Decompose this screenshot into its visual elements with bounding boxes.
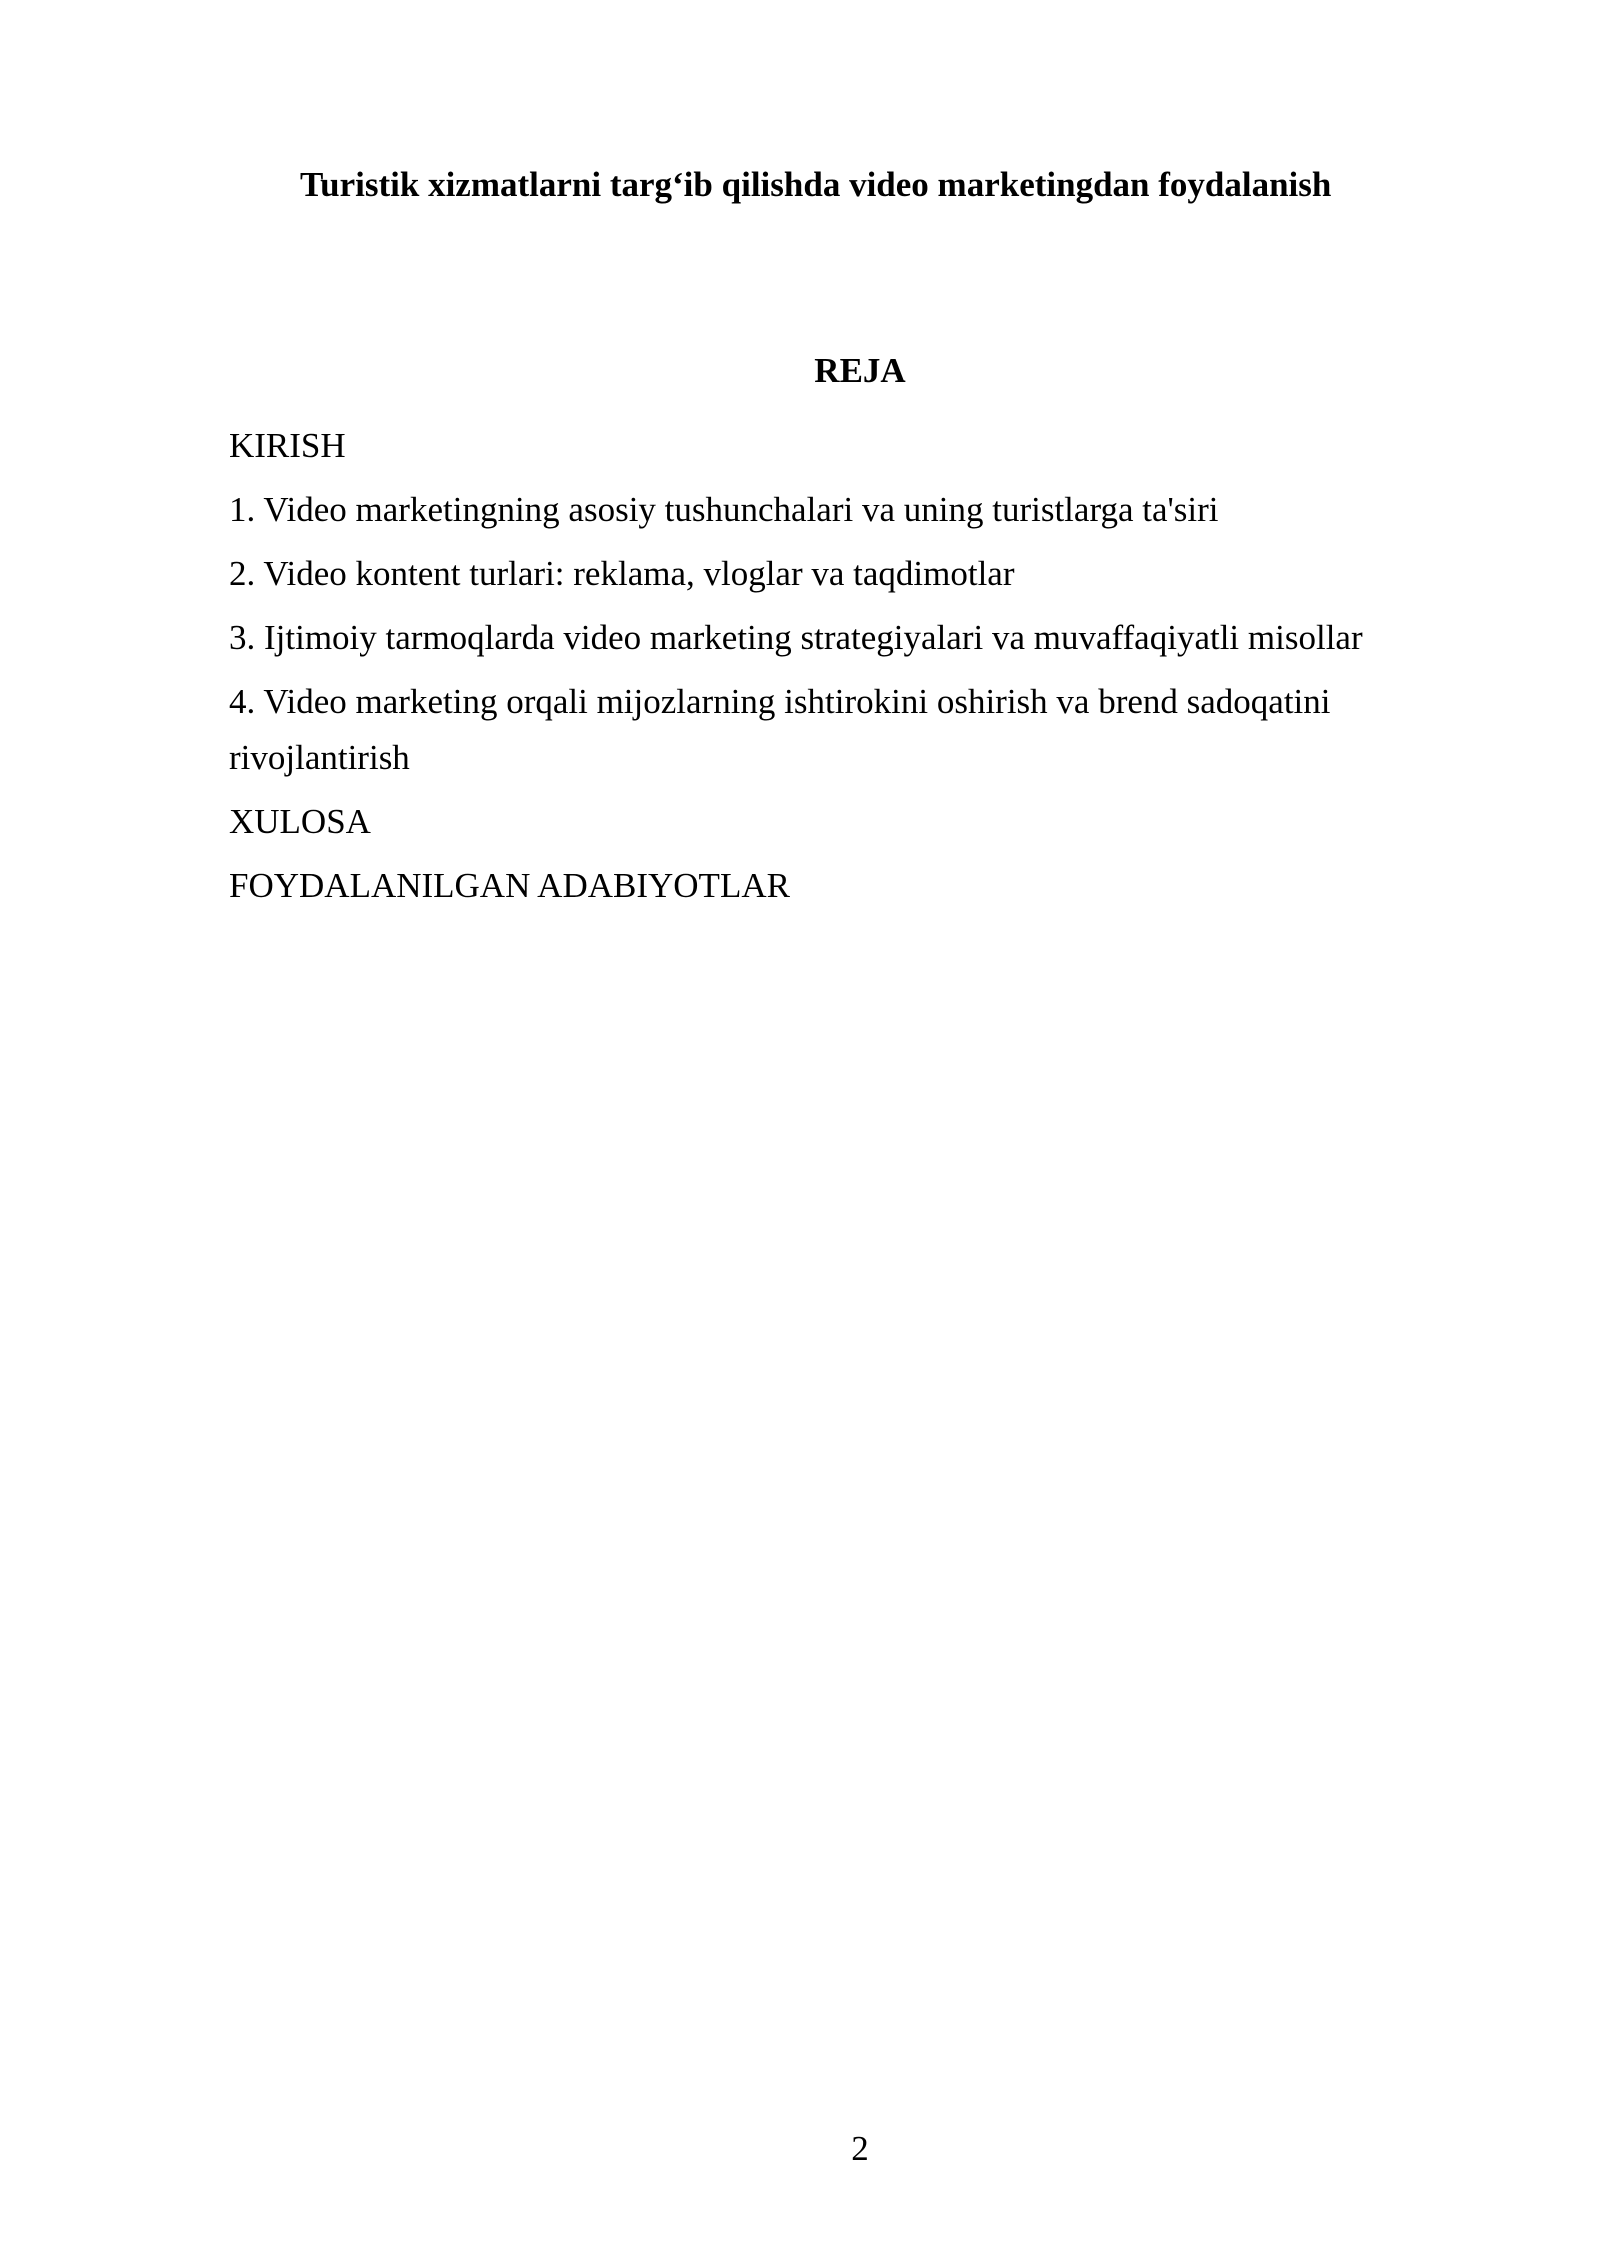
plan-list [229, 418, 1469, 922]
plan-item-4: 4. Video marketing orqali mijozlarning ishtirokini oshirish va brend sadoqatini rivojlantirish [229, 682, 1331, 777]
plan-item-1: 1. Video marketingning asosiy tushunchalari va uning turistlarga ta'siri [229, 490, 1219, 529]
plan-heading: REJA [814, 351, 906, 390]
document-title: Turistik xizmatlarni targ‘ib qilishda video marketingdan foydalanish [300, 165, 1332, 204]
plan-item-2: 2. Video kontent turlari: reklama, vloglar va taqdimotlar [229, 554, 1015, 593]
page-number: 2 [851, 2129, 869, 2168]
plan-item-references: FOYDALANILGAN ADABIYOTLAR [229, 866, 790, 905]
plan-item-introduction: KIRISH [229, 426, 346, 465]
plan-item-3: 3. Ijtimoiy tarmoqlarda video marketing strategiyalari va muvaffaqiyatli misollar [229, 618, 1363, 657]
plan-item-conclusion: XULOSA [229, 802, 371, 841]
